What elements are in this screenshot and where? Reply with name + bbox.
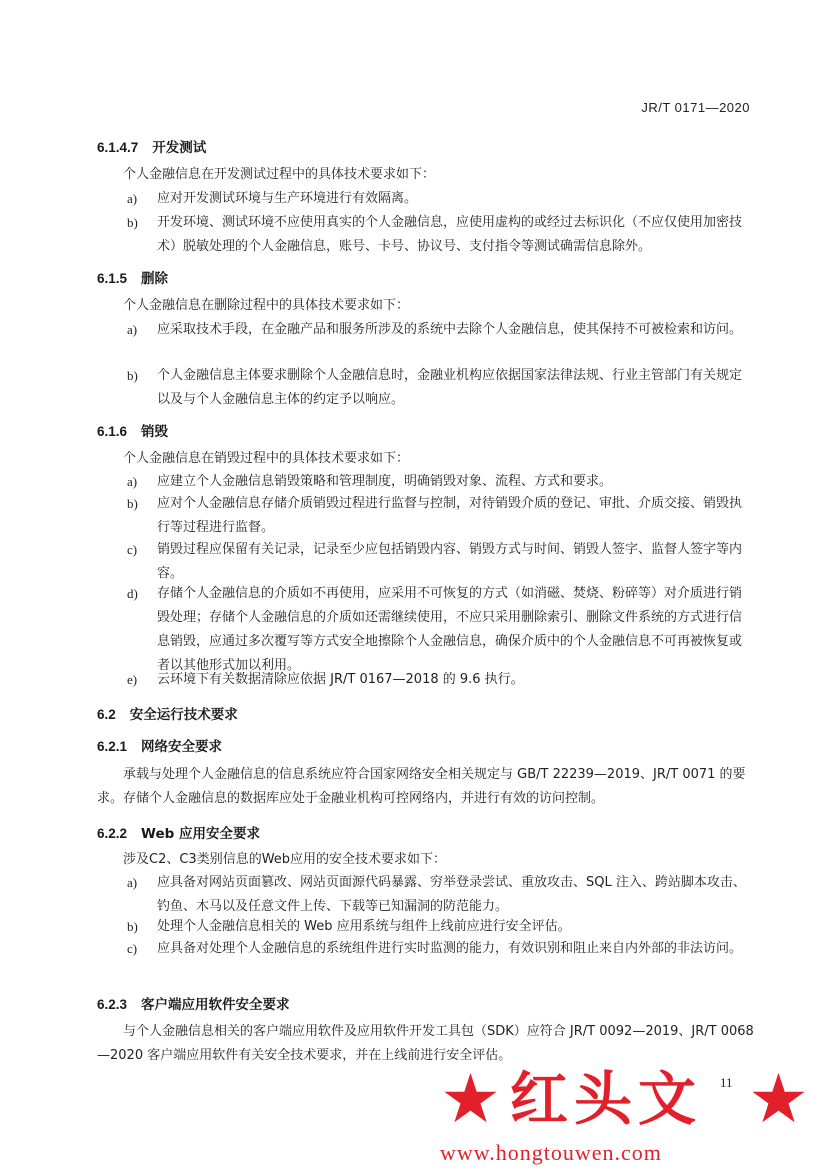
list-item: [127, 538, 754, 586]
list-item: [127, 211, 754, 259]
paragraph-intro: 个人金融信息在开发测试过程中的具体技术要求如下：: [123, 167, 436, 182]
list-marker: c): [127, 542, 138, 557]
paragraph-intro: 个人金融信息在删除过程中的具体技术要求如下：: [123, 298, 410, 313]
heading-6-2-2: [97, 822, 260, 842]
list-marker: b): [127, 215, 138, 230]
standard-code-header: JR/T 0171—2020: [641, 100, 750, 115]
list-marker: a): [127, 322, 138, 337]
list-marker: e): [127, 672, 138, 687]
list-item: [127, 668, 754, 692]
heading-number: 6.2.2: [97, 826, 128, 841]
heading-6-2-1: [97, 735, 222, 755]
list-item: [127, 318, 754, 342]
paragraph-body: 与个人金融信息相关的客户端应用软件及应用软件开发工具包（SDK）应符合 JR/T 0092—2019、JR/T 0068—2020 客户端应用软件有关安全技术要求，并在上线前进行安全评估。: [97, 1024, 754, 1063]
list-marker: b): [127, 496, 138, 511]
list-text: 应具备对网站页面篡改、网站页面源代码暴露、穷举登录尝试、重放攻击、SQL 注入、跨站脚本攻击、钓鱼、木马以及任意文件上传、下载等已知漏洞的防范能力。: [157, 875, 746, 914]
heading-6-1-4-7: [97, 136, 206, 156]
watermark-logo: [430, 1060, 827, 1170]
star-icon: ★: [440, 1060, 501, 1139]
star-icon: ★: [748, 1060, 809, 1139]
paragraph-intro: 个人金融信息在销毁过程中的具体技术要求如下：: [123, 451, 410, 466]
list-marker: c): [127, 941, 138, 956]
list-item: [127, 187, 754, 211]
list-item: [127, 915, 754, 939]
list-marker: d): [127, 586, 138, 601]
paragraph-intro: 涉及C2、C3类别信息的Web应用的安全技术要求如下：: [123, 852, 447, 867]
list-item: [127, 582, 754, 678]
heading-title: 客户端应用软件安全要求: [141, 997, 290, 1013]
list-text: 应采取技术手段，在金融产品和服务所涉及的系统中去除个人金融信息，使其保持不可被检索和访问。: [157, 322, 743, 337]
heading-6-1-5: [97, 267, 168, 287]
heading-number: 6.1.6: [97, 424, 128, 439]
heading-title: 网络安全要求: [141, 739, 223, 755]
list-item: [127, 364, 754, 412]
list-marker: a): [127, 191, 138, 206]
heading-title: 删除: [141, 271, 169, 287]
heading-6-2: [97, 703, 238, 723]
paragraph-body: 承载与处理个人金融信息的信息系统应符合国家网络安全相关规定与 GB/T 22239—2019、JR/T 0071 的要求。存储个人金融信息的数据库应处于金融业机构可控网络内，并进行有效的访问控制。: [97, 767, 746, 806]
list-text: 个人金融信息主体要求删除个人金融信息时，金融业机构应依据国家法律法规、行业主管部门有关规定以及与个人金融信息主体的约定予以响应。: [157, 368, 743, 407]
list-marker: a): [127, 875, 138, 890]
list-marker: a): [127, 474, 138, 489]
list-text: 应对个人金融信息存储介质销毁过程进行监督与控制，对待销毁介质的登记、审批、介质交接、销毁执行等过程进行监督。: [157, 496, 743, 535]
heading-title: 安全运行技术要求: [129, 707, 238, 723]
heading-6-2-3: [97, 993, 290, 1013]
list-text: 应对开发测试环境与生产环境进行有效隔离。: [157, 191, 418, 206]
heading-number: 6.1.5: [97, 271, 128, 286]
list-marker: b): [127, 368, 138, 383]
heading-title: 销毁: [141, 424, 169, 440]
list-marker: b): [127, 919, 138, 934]
list-text: 开发环境、测试环境不应使用真实的个人金融信息，应使用虚构的或经过去标识化（不应仅使用加密技术）脱敏处理的个人金融信息，账号、卡号、协议号、支付指令等测试确需信息除外。: [157, 215, 743, 254]
watermark-url: www.hongtouwen.com: [440, 1140, 662, 1165]
heading-number: 6.1.4.7: [97, 140, 139, 155]
page-number: 11: [720, 1075, 733, 1090]
heading-title: Web 应用安全要求: [141, 826, 260, 842]
heading-number: 6.2: [97, 707, 116, 722]
heading-6-1-6: [97, 420, 168, 440]
list-text: 销毁过程应保留有关记录，记录至少应包括销毁内容、销毁方式与时间、销毁人签字、监督人签字等内容。: [157, 542, 743, 581]
heading-number: 6.2.1: [97, 739, 128, 754]
list-item: [127, 937, 754, 961]
list-item: [127, 871, 754, 919]
list-text: 云环境下有关数据清除应依据 JR/T 0167—2018 的 9.6 执行。: [157, 672, 524, 687]
heading-number: 6.2.3: [97, 997, 128, 1012]
list-item: [127, 492, 754, 540]
list-text: 处理个人金融信息相关的 Web 应用系统与组件上线前应进行安全评估。: [157, 919, 571, 934]
list-text: 存储个人金融信息的介质如不再使用，应采用不可恢复的方式（如消磁、焚烧、粉碎等）对介质进行销毁处理；存储个人金融信息的介质如还需继续使用，不应只采用删除索引、删除文件系统的方式进行信息销毁，应通过多次覆写等方式安全地擦除个人金融信息，确保介质中的个人金融信息不可再被恢复或者以其他形式加以利用。: [157, 586, 743, 673]
list-item: [127, 470, 754, 494]
heading-title: 开发测试: [152, 140, 207, 156]
list-text: 应建立个人金融信息销毁策略和管理制度，明确销毁对象、流程、方式和要求。: [157, 474, 613, 489]
watermark-text: 红头文: [510, 1065, 703, 1133]
list-text: 应具备对处理个人金融信息的系统组件进行实时监测的能力，有效识别和阻止来自内外部的非法访问。: [157, 941, 743, 956]
